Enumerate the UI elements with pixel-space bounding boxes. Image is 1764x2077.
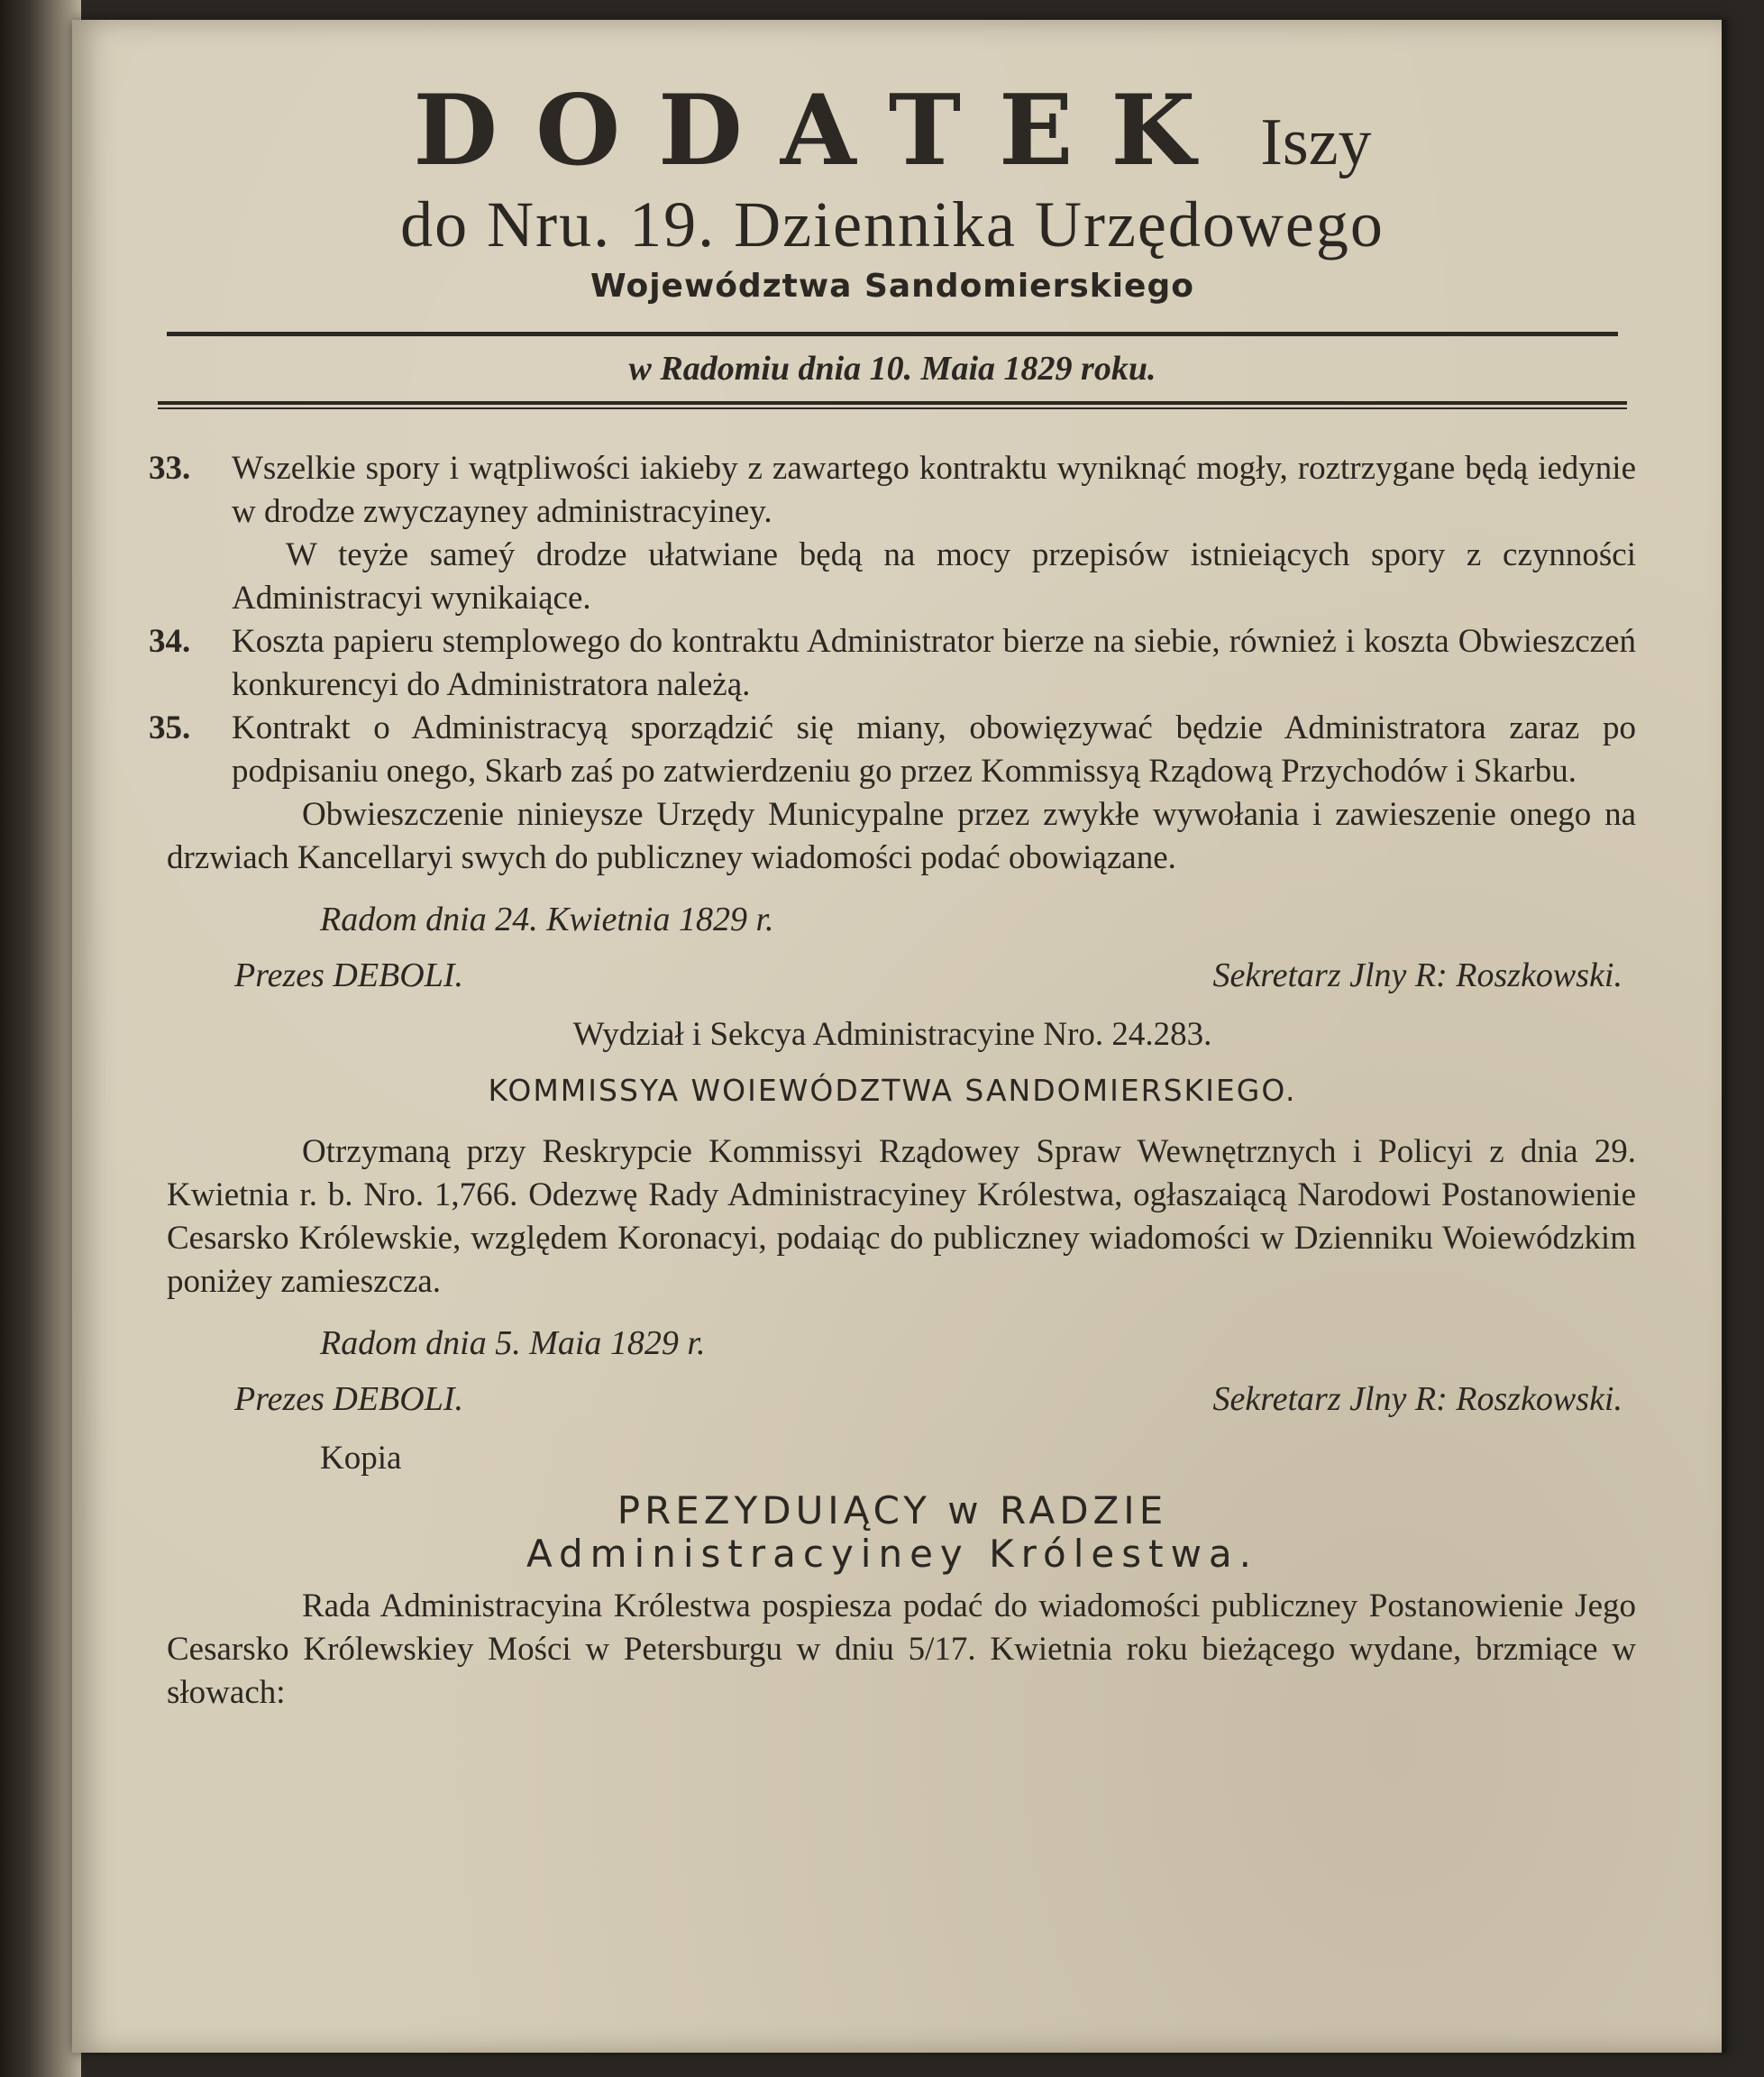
header-rule	[167, 332, 1618, 336]
region-subtitle: Województwa Sandomierskiego	[590, 268, 1194, 305]
section-number: 33.	[149, 450, 191, 487]
signatures-1	[234, 954, 1622, 997]
section-text: Wszelkie spory i wątpliwości iakieby z zawartego kontraktu wyniknąć mogły, roztrzygane będą iedynie w drodze zwyczayney administracyiney.	[232, 450, 1636, 530]
place-date-1: Radom dnia 24. Kwietnia 1829 r.	[320, 901, 774, 938]
section-number: 35.	[149, 709, 191, 746]
title-row	[149, 74, 1636, 188]
document-title: DODATEK	[413, 74, 1234, 188]
commission-paragraph: Otrzymaną przy Reskrypcie Kommissyi Rządowey Spraw Wewnętrznych i Policyi z dnia 29. Kwietnia r. b. Nro. 1,766. Odezwę Rady Administracyiney Królestwa, ogłaszaiącą Narodowi Postanowienie Cesarsko Królewskie, względem Koronacyi, podaiąc do publiczney wiadomości w Dzienniku Woiewódzkim poniżey zamieszcza.	[167, 1133, 1636, 1300]
section-34	[149, 620, 1636, 707]
title-suffix: Iszy	[1260, 105, 1372, 179]
section-33	[149, 447, 1636, 534]
copy-label: Kopia	[320, 1440, 402, 1477]
masthead	[149, 74, 1636, 409]
section-number: 34.	[149, 623, 191, 660]
commission-heading: KOMMISSYA WOIEWÓDZTWA SANDOMIERSKIEGO.	[488, 1073, 1297, 1108]
dateline: w Radomiu dnia 10. Maia 1829 roku.	[628, 350, 1156, 388]
page-content	[149, 74, 1636, 1715]
section-text: Koszta papieru stemplowego do kontraktu Administrator bierze na siebie, również i koszta Obwieszczeń konkurencyi do Administratora należą.	[232, 623, 1636, 703]
section-35	[149, 707, 1636, 793]
section-33-continuation: W teyże sameý drodze ułatwiane będą na mocy przepisów istnieiących spory z czynności Administracyi wynikaiące.	[232, 536, 1636, 617]
header-double-rule	[158, 401, 1627, 409]
document-body	[149, 447, 1636, 1715]
notice-paragraph: Obwieszczenie ninieysze Urzędy Municypalne przez zwykłe wywołania i zawieszenie onego na drzwiach Kancellaryi swych do publiczney wiadomości podać obowiązane.	[167, 796, 1636, 876]
book-spine	[0, 0, 81, 2077]
president-signature: Prezes DEBOLI.	[234, 1380, 463, 1418]
president-signature: Prezes DEBOLI.	[234, 956, 463, 994]
secretary-signature: Sekretarz Jlny R: Roszkowski.	[1212, 1380, 1622, 1418]
place-date-2: Radom dnia 5. Maia 1829 r.	[320, 1324, 706, 1362]
closing-paragraph: Rada Administracyina Królestwa pospiesza podać do wiadomości publiczney Postanowienie Jego Cesarsko Królewskiey Mości w Petersburgu w dniu 5/17. Kwietnia roku bieżącego wydane, brzmiące w słowach:	[167, 1587, 1636, 1711]
council-heading: Administracyiney Królestwa.	[526, 1532, 1259, 1576]
section-text: Kontrakt o Administracyą sporządzić się miany, obowięzywać będzie Administratora zaraz po podpisaniu onego, Skarb zaś po zatwierdzeniu go przez Kommissyą Rządową Przychodów i Skarbu.	[232, 709, 1636, 790]
document-page	[72, 20, 1727, 2053]
secretary-signature: Sekretarz Jlny R: Roszkowski.	[1212, 956, 1622, 994]
department-reference: Wydział i Sekcya Administracyine Nro. 24.283.	[572, 1016, 1212, 1053]
presiding-heading: PREZYDUIĄCY w RADZIE	[617, 1488, 1168, 1533]
signatures-2	[234, 1377, 1622, 1421]
journal-subtitle: do Nru. 19. Dziennika Urzędowego	[400, 188, 1385, 261]
